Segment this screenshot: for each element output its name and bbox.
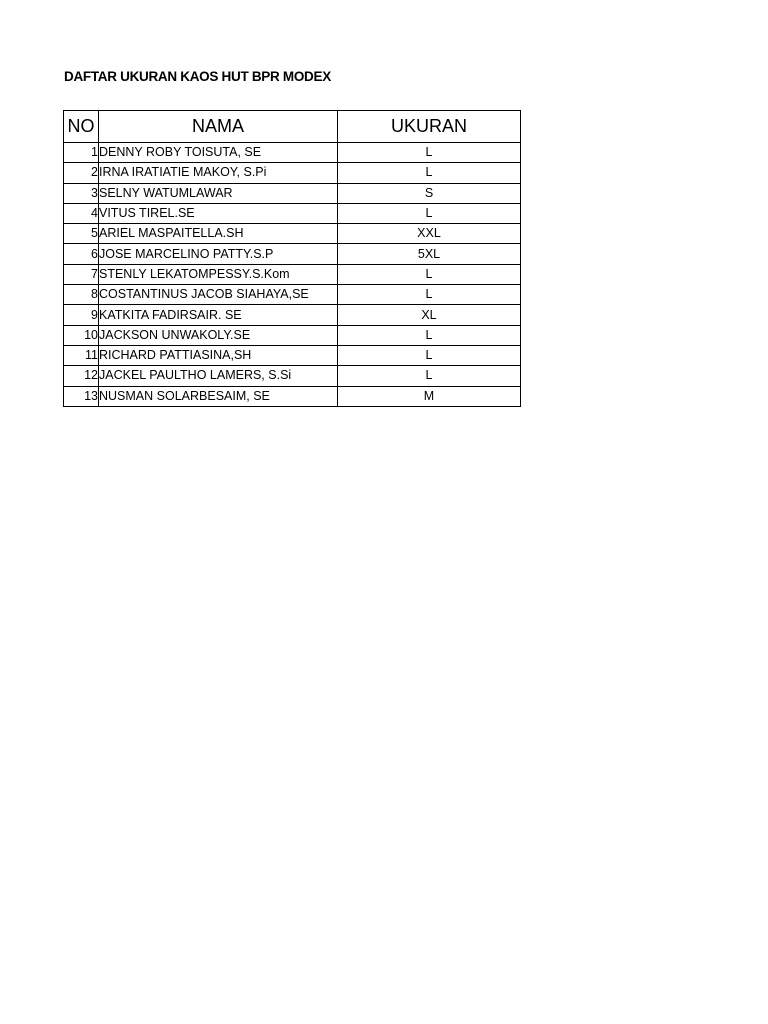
table-row — [64, 264, 521, 284]
row-number: 7 — [64, 264, 99, 284]
row-size: XXL — [338, 224, 521, 244]
table-row — [64, 325, 521, 345]
shirt-size-table — [63, 110, 521, 407]
row-size: XL — [338, 305, 521, 325]
row-number: 13 — [64, 386, 99, 406]
row-size: L — [338, 345, 521, 365]
row-name: IRNA IRATIATIE MAKOY, S.Pi — [99, 163, 338, 183]
row-name: JACKEL PAULTHO LAMERS, S.Si — [99, 366, 338, 386]
table-row — [64, 143, 521, 163]
document-title: DAFTAR UKURAN KAOS HUT BPR MODEX — [64, 69, 331, 84]
row-size: L — [338, 163, 521, 183]
row-name: KATKITA FADIRSAIR. SE — [99, 305, 338, 325]
row-number: 11 — [64, 345, 99, 365]
table-row — [64, 386, 521, 406]
row-number: 4 — [64, 203, 99, 223]
row-size: L — [338, 143, 521, 163]
table-row — [64, 305, 521, 325]
header-no: NO — [64, 111, 99, 143]
row-size: L — [338, 285, 521, 305]
row-name: JOSE MARCELINO PATTY.S.P — [99, 244, 338, 264]
row-size: L — [338, 203, 521, 223]
row-size: M — [338, 386, 521, 406]
row-name: NUSMAN SOLARBESAIM, SE — [99, 386, 338, 406]
table-row — [64, 203, 521, 223]
row-size: L — [338, 325, 521, 345]
row-number: 10 — [64, 325, 99, 345]
table-row — [64, 244, 521, 264]
row-number: 6 — [64, 244, 99, 264]
row-size: L — [338, 264, 521, 284]
table-row — [64, 224, 521, 244]
row-name: JACKSON UNWAKOLY.SE — [99, 325, 338, 345]
row-name: DENNY ROBY TOISUTA, SE — [99, 143, 338, 163]
table-header-row — [64, 111, 521, 143]
row-name: ARIEL MASPAITELLA.SH — [99, 224, 338, 244]
row-number: 3 — [64, 183, 99, 203]
row-size: S — [338, 183, 521, 203]
table-row — [64, 285, 521, 305]
table-row — [64, 345, 521, 365]
row-name: VITUS TIREL.SE — [99, 203, 338, 223]
row-number: 12 — [64, 366, 99, 386]
row-number: 5 — [64, 224, 99, 244]
table-row — [64, 366, 521, 386]
row-size: 5XL — [338, 244, 521, 264]
header-nama: NAMA — [99, 111, 338, 143]
table-body — [64, 143, 521, 407]
row-number: 2 — [64, 163, 99, 183]
row-name: RICHARD PATTIASINA,SH — [99, 345, 338, 365]
row-name: STENLY LEKATOMPESSY.S.Kom — [99, 264, 338, 284]
row-number: 1 — [64, 143, 99, 163]
table-row — [64, 183, 521, 203]
row-number: 9 — [64, 305, 99, 325]
table-row — [64, 163, 521, 183]
header-ukuran: UKURAN — [338, 111, 521, 143]
row-number: 8 — [64, 285, 99, 305]
row-name: COSTANTINUS JACOB SIAHAYA,SE — [99, 285, 338, 305]
row-name: SELNY WATUMLAWAR — [99, 183, 338, 203]
row-size: L — [338, 366, 521, 386]
